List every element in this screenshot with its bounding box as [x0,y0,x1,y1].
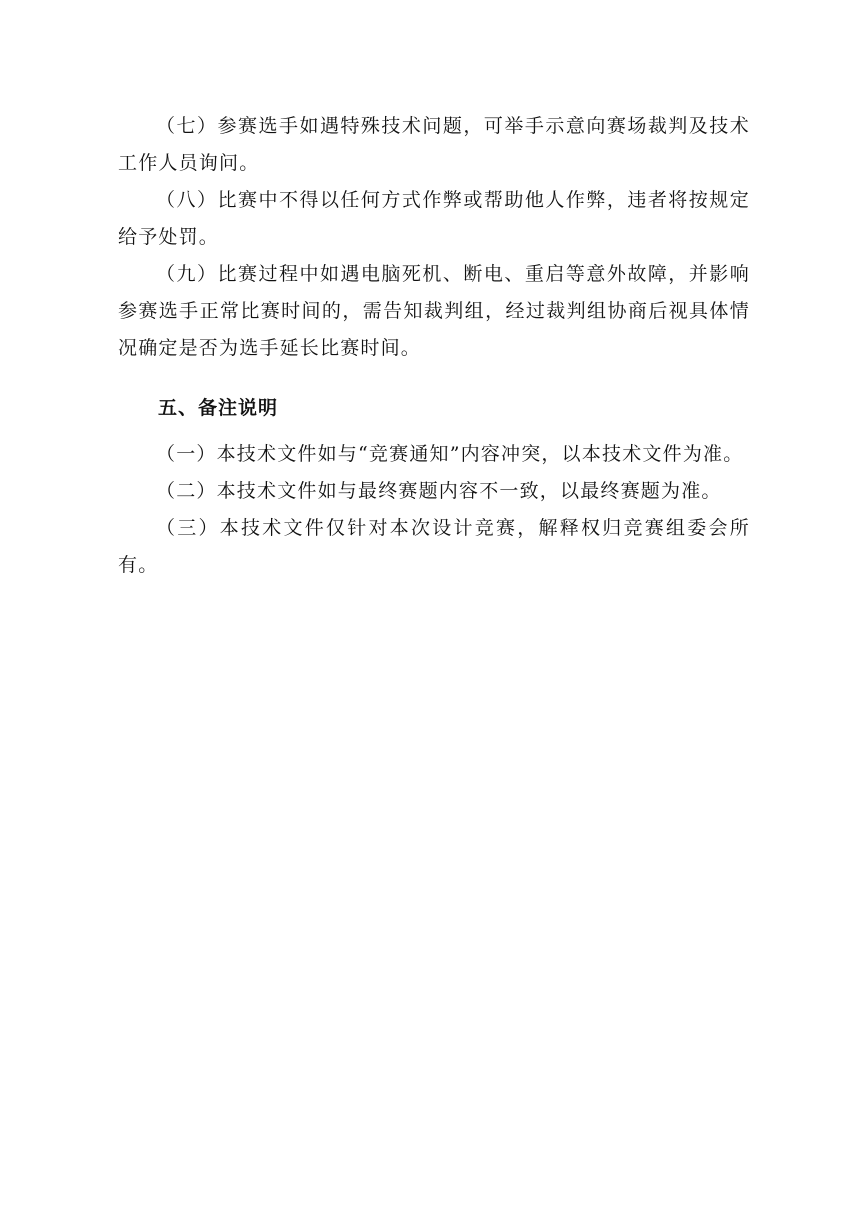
paragraph-item-9: （九）比赛过程中如遇电脑死机、断电、重启等意外故障，并影响参赛选手正常比赛时间的，需告知裁判组，经过裁判组协商后视具体情况确定是否为选手延长比赛时间。 [118,263,750,359]
note-item-2: （二）本技术文件如与最终赛题内容不一致，以最终赛题为准。 [156,480,722,502]
section-five-heading: 五、备注说明 [158,397,279,419]
paragraph-item-7: （七）参赛选手如遇特殊技术问题，可举手示意向赛场裁判及技术工作人员询问。 [118,115,750,174]
paragraph-item-8: （八）比赛中不得以任何方式作弊或帮助他人作弊，违者将按规定给予处罚。 [118,189,750,248]
section-five-body [118,436,750,584]
section-four-tail [118,108,750,367]
note-item-1: （一）本技术文件如与“竞赛通知”内容冲突，以本技术文件为准。 [156,443,744,465]
note-item-3: （三）本技术文件仅针对本次设计竞赛，解释权归竞赛组委会所有。 [118,517,750,576]
